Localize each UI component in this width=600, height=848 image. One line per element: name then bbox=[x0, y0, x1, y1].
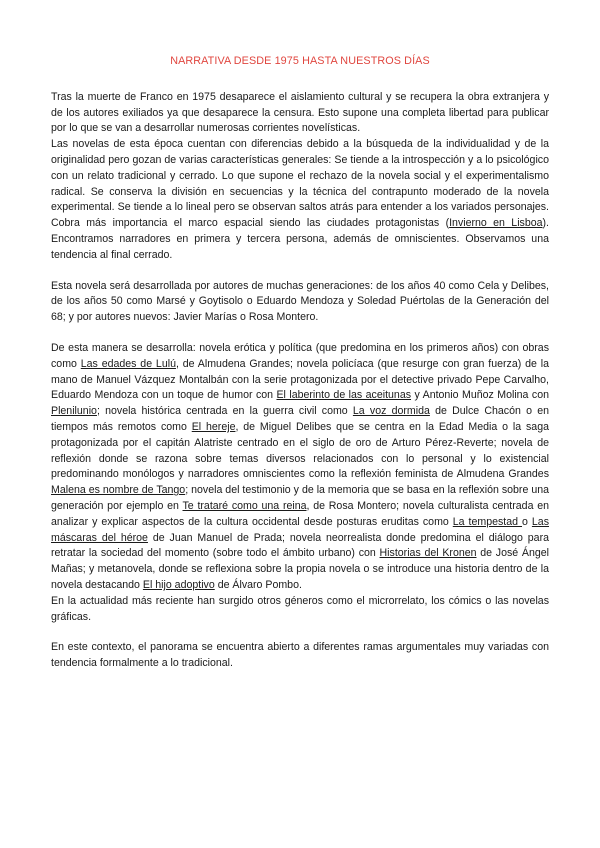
paragraph-genres: De esta manera se desarrolla: novela erótica y política (que predomina en los primeros años) con obras como Las edades de Lulú, de Almudena Grandes; novela policíaca (que resurge con gran fuerza) de la mano de Manuel Vázquez Montalbán con la serie protagonizada por el detective privado Pepe Carvalho, Eduardo Mendoza con un toque de humor con El laberinto de las aceitunas y Antonio Muñoz Molina con Plenilunio; novela histórica centrada en la guerra civil como La voz dormida de Dulce Chacón o en tiempos más remotos como El hereje, de Miguel Delibes que se centra en la Edad Media o la saga protagonizada por el capitán Alatriste centrado en el siglo de oro de Arturo Pérez-Reverte; novela de reflexión donde se razona sobre temas diversos relacionados con lo personal y lo existencial predominando monólogos y narradores omniscientes como la reflexión feminista de Almudena Grandes Malena es nombre de Tango; novela del testimonio y de la memoria que se basa en la reflexión sobre una generación por ejemplo en Te trataré como una reina, de Rosa Montero; novela culturalista centrada en analizar y explicar aspectos de la cultura occidental desde posturas eruditas como La tempestad o Las máscaras del héroe de Juan Manuel de Prada; novela neorrealista donde predomina el diálogo para retratar la sociedad del momento (sobre todo el ámbito urbano) con Historias del Kronen de José Ángel Mañas; y metanovela, donde se reflexiona sobre la propia novela o se introduce una historia dentro de la novela destacando El hijo adoptivo de Álvaro Pombo. bbox=[51, 341, 550, 591]
link-invierno-en-lisboa: Invierno en Lisboa bbox=[449, 217, 543, 230]
title-el-laberinto: El laberinto de las aceitunas bbox=[276, 389, 412, 402]
title-te-tratare: Te trataré como una reina bbox=[182, 499, 307, 512]
paragraph-intro: Tras la muerte de Franco en 1975 desaparece el aislamiento cultural y se recupera la obra extranjera y de los autores exiliados ya que desaparece la censura. Esto supone una completa libertad para publicar por lo que se van a desarrollar numerosas corrientes novelísticas. bbox=[51, 90, 549, 135]
document-page bbox=[51, 54, 549, 672]
title-las-edades-de-lulu: Las edades de Lulú bbox=[80, 357, 176, 370]
paragraph-characteristics: Las novelas de esta época cuentan con diferencias debido a la búsqueda de la individualidad y de la originalidad pero gozan de varias características generales: Se tiende a la introspección y a lo psicológico con un relato tradicional y cerrado. Lo que supone el rechazo de la novela social y el experimentalismo radical. Se conserva la división en secuencias y la técnica del contrapunto moderado de la novela experimental. Se tiende a lo lineal pero se observan saltos atrás para entender a los variados personajes. Cobra más importancia el marco espacial siendo las ciudades protagonistas (Invierno en Lisboa). Encontramos narradores en primera y tercera persona, además de omniscientes. Observamos una tendencia al final cerrado. bbox=[51, 138, 550, 261]
title-la-tempestad: La tempestad bbox=[452, 515, 523, 528]
title-las-mascaras: Las máscaras del héroe bbox=[51, 515, 549, 544]
title-la-voz-dormida: La voz dormida bbox=[352, 405, 430, 418]
title-malena: Malena es nombre de Tango bbox=[51, 484, 186, 497]
title-el-hijo-adoptivo: El hijo adoptivo bbox=[142, 578, 215, 591]
paragraph-new-genres: En la actualidad más reciente han surgido otros géneros como el microrrelato, los cómics o las novelas gráficas. bbox=[51, 594, 549, 623]
title-plenilunio: Plenilunio bbox=[51, 405, 97, 418]
title-historias-del-kronen: Historias del Kronen bbox=[379, 547, 477, 560]
paragraph-authors: Esta novela será desarrollada por autores de muchas generaciones: de los años 40 como Cela y Delibes, de los años 50 como Marsé y Goytisolo o Eduardo Mendoza y Soledad Puértolas de la Generación del 68; y por autores nuevos: Javier Marías o Rosa Montero. bbox=[51, 279, 549, 324]
document-title: NARRATIVA DESDE 1975 HASTA NUESTROS DÍAS bbox=[170, 55, 430, 67]
paragraph-conclusion: En este contexto, el panorama se encuentra abierto a diferentes ramas argumentales muy variadas con tendencia formalmente a lo tradicional. bbox=[51, 641, 549, 670]
title-el-hereje: El hereje bbox=[191, 420, 236, 433]
